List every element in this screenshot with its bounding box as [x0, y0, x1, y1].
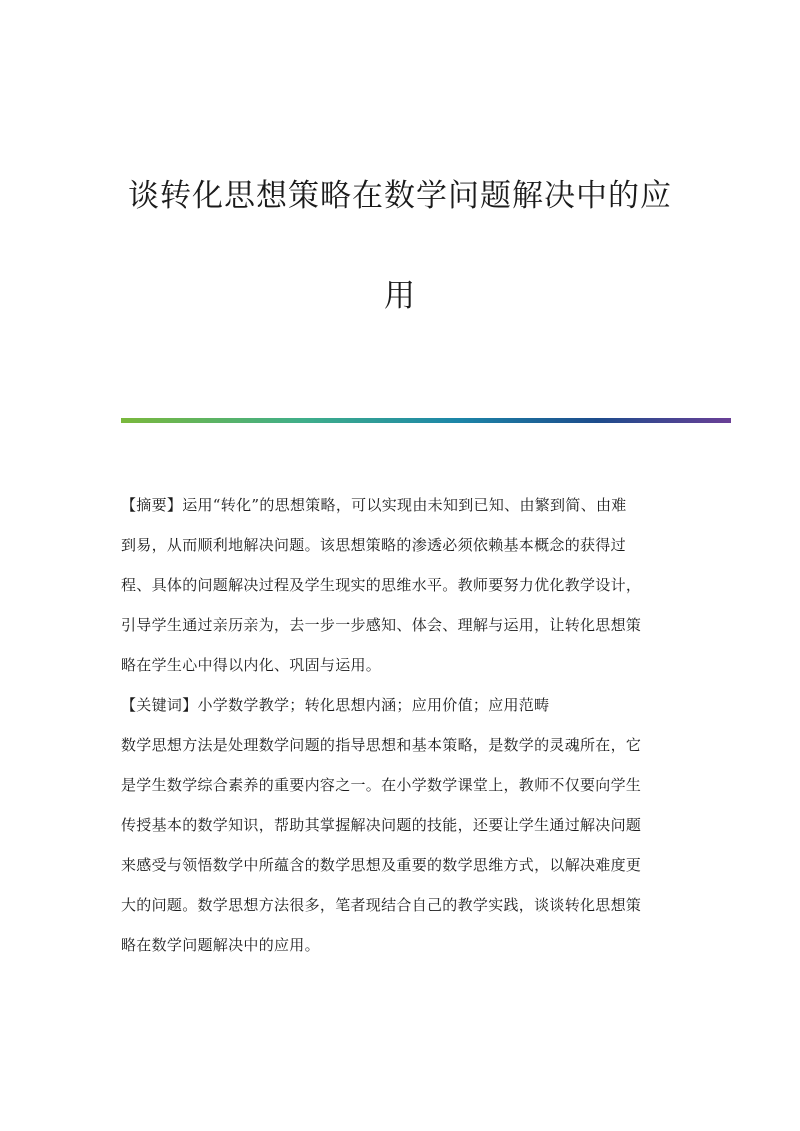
title-line-1: 谈转化思想策略在数学问题解决中的应	[128, 178, 672, 214]
title-line-2: 用	[384, 278, 416, 314]
gradient-divider	[121, 418, 731, 423]
document-title	[100, 178, 700, 314]
keywords-line: 【关键词】小学数学教学；转化思想内涵；应用价值；应用范畴	[121, 696, 550, 714]
abstract-line: 到易，从而顺利地解决问题。该思想策略的渗透必须依赖基本概念的获得过	[121, 536, 626, 554]
abstract-line: 略在学生心中得以内化、巩固与运用。	[121, 656, 382, 674]
intro-line: 略在数学问题解决中的应用。	[121, 936, 320, 954]
abstract-line: 引导学生通过亲历亲为，去一步一步感知、体会、理解与运用，让转化思想策	[121, 616, 642, 634]
intro-line: 传授基本的数学知识，帮助其掌握解决问题的技能，还要让学生通过解决问题	[121, 816, 642, 834]
abstract-line: 【摘要】运用“转化”的思想策略，可以实现由未知到已知、由繁到简、由难	[121, 496, 627, 514]
abstract-line: 程、具体的问题解决过程及学生现实的思维水平。教师要努力优化教学设计，	[121, 576, 642, 594]
abstract-paragraph	[121, 485, 681, 685]
intro-line: 来感受与领悟数学中所蕴含的数学思想及重要的数学思维方式，以解决难度更	[121, 856, 642, 874]
keywords-paragraph	[121, 685, 681, 725]
intro-line: 大的问题。数学思想方法很多，笔者现结合自己的教学实践，谈谈转化思想策	[121, 896, 642, 914]
intro-line: 是学生数学综合素养的重要内容之一。在小学数学课堂上，教师不仅要向学生	[121, 776, 642, 794]
document-body	[121, 485, 681, 965]
intro-paragraph	[121, 725, 681, 965]
intro-line: 数学思想方法是处理数学问题的指导思想和基本策略，是数学的灵魂所在，它	[121, 736, 642, 754]
